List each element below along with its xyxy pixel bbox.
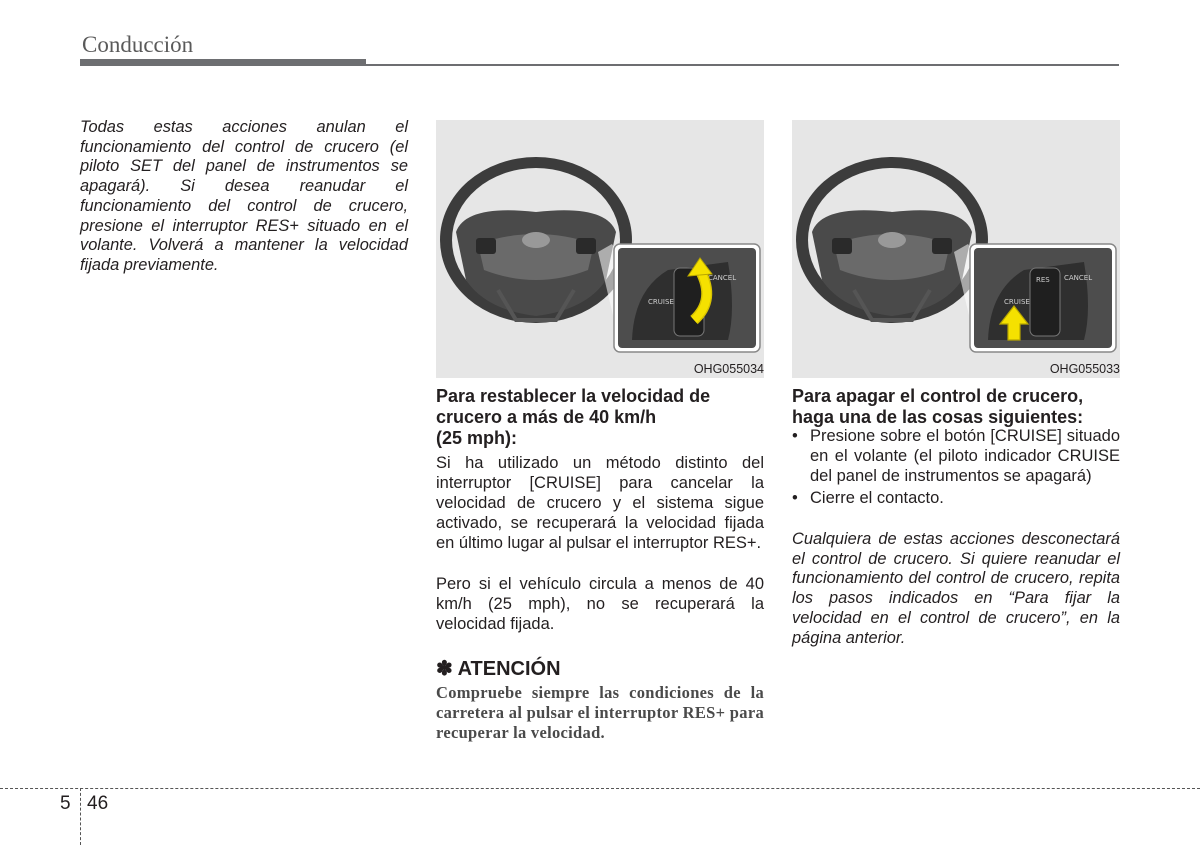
bullet-symbol: • [792,427,798,445]
footer-divider [0,788,1200,789]
off-heading-line-1: Para apagar el control de crucero, [792,386,1084,406]
res-heading-line-3: (25 mph): [436,428,517,448]
res-heading [436,386,766,449]
cancel-button-label: CANCEL [1064,274,1093,282]
page-number: 46 [87,793,109,814]
cancel-button-label: CANCEL [708,274,737,282]
header-rule [366,64,1119,66]
bullet-symbol: • [792,489,798,507]
chapter-number: 5 [60,793,71,814]
figure-steering-cruise [792,120,1120,378]
section-title: Conducción [82,32,194,57]
res-heading-line-2: crucero a más de 40 km/h [436,407,657,427]
steering-wheel-illustration-2 [792,120,1120,378]
off-bullet-list [792,426,1120,508]
list-item [792,488,1120,508]
steering-wheel-illustration [436,120,764,378]
header-bar [80,59,366,66]
figure-steering-res [436,120,764,378]
res-paragraph-1: Si ha utilizado un método distinto del interruptor [CRUISE] para cancelar la velocidad de crucero y el sistema sigue activado, se recuperará la velocidad fijada en último lugar al pulsar el interruptor RES+. [436,454,764,552]
figure-caption-1: OHG055034 [693,362,764,376]
cruise-button-label: CRUISE [648,298,674,306]
left-note-paragraph: Todas estas acciones anulan el funcionamiento del control de crucero (el piloto SET del panel de instrumentos se apagará). Si desea reanudar el funcionamiento del control de crucero, presione el interruptor RES+ situado en el volante. Volverá a mantener la velocidad fijada previamente. [80,118,408,274]
res-button-label: RES [1036,276,1050,284]
off-heading-line-2: haga una de las cosas siguientes: [792,407,1084,427]
off-note-paragraph: Cualquiera de estas acciones desconectará el control de crucero. Si quiere reanudar el funcionamiento del control de crucero, repita los pasos indicados en “Para fijar la velocidad en el control de crucero”, en la página anterior. [792,530,1120,647]
res-paragraph-2: Pero si el vehículo circula a menos de 40 km/h (25 mph), no se recuperará la velocidad fijada. [436,575,764,633]
figure-caption-2: OHG055033 [1049,362,1120,376]
footer-divider-vertical [80,788,81,845]
res-heading-line-1: Para restablecer la velocidad de [436,386,711,406]
cruise-button-label: CRUISE [1004,298,1030,306]
list-item [792,426,1120,486]
attention-body: Compruebe siempre las condiciones de la carretera al pulsar el interruptor RES+ para recuperar la velocidad. [436,683,764,742]
attention-title: ✽ ATENCIÓN [436,658,561,680]
off-heading [792,386,1122,428]
bullet-text: Cierre el contacto. [810,489,944,507]
bullet-text: Presione sobre el botón [CRUISE] situado en el volante (el piloto indicador CRUISE del panel de instrumentos se apagará) [810,427,1120,485]
